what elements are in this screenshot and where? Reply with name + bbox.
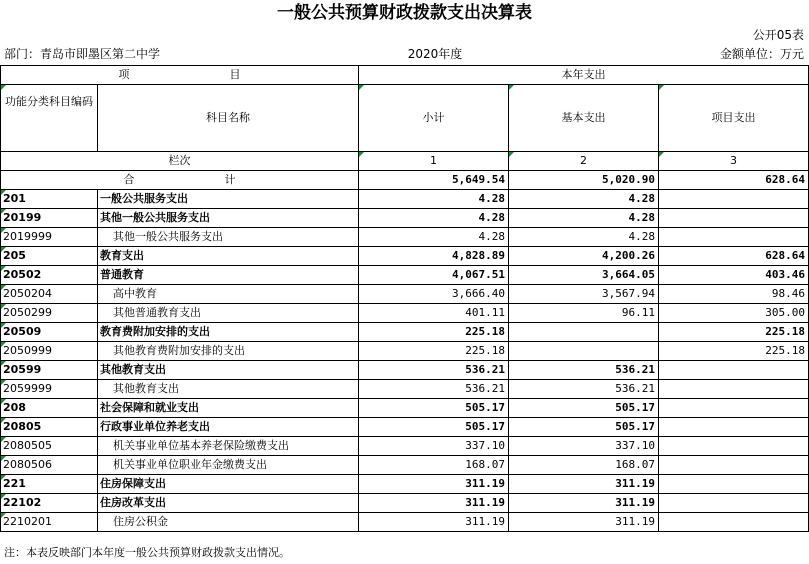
row-basic: 168.07: [509, 456, 659, 475]
row-project: 225.18: [659, 342, 809, 361]
amount-unit: 金额单位：万元: [719, 47, 804, 61]
row-code: 2019999: [1, 228, 98, 247]
table-row: [1, 513, 809, 532]
column-index-1: 1: [359, 152, 509, 171]
row-subtotal: 311.19: [359, 513, 509, 532]
table-row: [1, 247, 809, 266]
row-subtotal: 168.07: [359, 456, 509, 475]
row-project: [659, 494, 809, 513]
row-project: [659, 513, 809, 532]
row-code: 20805: [1, 418, 98, 437]
row-name: 教育支出: [98, 247, 359, 266]
table-row: [1, 380, 809, 399]
row-subtotal: 505.17: [359, 399, 509, 418]
row-name: 住房保障支出: [98, 475, 359, 494]
row-basic: 311.19: [509, 475, 659, 494]
header-row-2: [1, 85, 809, 152]
row-subtotal: 4,067.51: [359, 266, 509, 285]
current-expense-header: 本年支出: [359, 66, 809, 85]
column-index-label: 栏次: [1, 152, 359, 171]
row-subtotal: 311.19: [359, 475, 509, 494]
row-subtotal: 4.28: [359, 228, 509, 247]
row-project: 628.64: [659, 247, 809, 266]
table-row: [1, 228, 809, 247]
table-row: [1, 304, 809, 323]
row-basic: 505.17: [509, 399, 659, 418]
row-basic: 4.28: [509, 190, 659, 209]
row-name: 机关事业单位基本养老保险缴费支出: [98, 437, 359, 456]
row-name: 其他教育费附加安排的支出: [98, 342, 359, 361]
row-basic: 536.21: [509, 380, 659, 399]
item-header-left: 项: [118, 68, 130, 81]
row-code: 22102: [1, 494, 98, 513]
row-project: [659, 190, 809, 209]
row-name: 普通教育: [98, 266, 359, 285]
total-project: 628.64: [659, 171, 809, 190]
column-index-row: [1, 152, 809, 171]
row-project: [659, 437, 809, 456]
code-header: 功能分类科目编码: [1, 85, 98, 152]
row-subtotal: 311.19: [359, 494, 509, 513]
row-code: 20509: [1, 323, 98, 342]
row-code: 208: [1, 399, 98, 418]
row-project: [659, 209, 809, 228]
table-row: [1, 418, 809, 437]
row-name: 其他教育支出: [98, 361, 359, 380]
row-basic: 4,200.26: [509, 247, 659, 266]
row-basic: 4.28: [509, 209, 659, 228]
row-code: 2080506: [1, 456, 98, 475]
row-code: 2210201: [1, 513, 98, 532]
row-name: 高中教育: [98, 285, 359, 304]
row-name: 教育费附加安排的支出: [98, 323, 359, 342]
row-project: [659, 228, 809, 247]
row-project: [659, 475, 809, 494]
row-basic: 505.17: [509, 418, 659, 437]
table-row: [1, 266, 809, 285]
row-subtotal: 401.11: [359, 304, 509, 323]
row-name: 机关事业单位职业年金缴费支出: [98, 456, 359, 475]
row-subtotal: 4.28: [359, 209, 509, 228]
row-subtotal: 536.21: [359, 361, 509, 380]
table-row: [1, 456, 809, 475]
form-number: 公开05表: [752, 28, 804, 42]
column-index-3: 3: [659, 152, 809, 171]
subtotal-header: 小计: [359, 85, 509, 152]
column-index-2: 2: [509, 152, 659, 171]
table-row: [1, 323, 809, 342]
row-basic: 337.10: [509, 437, 659, 456]
row-name: 其他一般公共服务支出: [98, 228, 359, 247]
table-row: [1, 342, 809, 361]
footnote: 注：本表反映部门本年度一般公共预算财政拨款支出情况。: [4, 546, 290, 559]
total-label-left: 合: [123, 173, 135, 186]
row-project: 98.46: [659, 285, 809, 304]
basic-header: 基本支出: [509, 85, 659, 152]
department-label: 部门：青岛市即墨区第二中学: [4, 47, 161, 61]
row-name: 行政事业单位养老支出: [98, 418, 359, 437]
row-subtotal: 505.17: [359, 418, 509, 437]
row-subtotal: 337.10: [359, 437, 509, 456]
row-project: 225.18: [659, 323, 809, 342]
project-header: 项目支出: [659, 85, 809, 152]
row-name: 其他普通教育支出: [98, 304, 359, 323]
row-subtotal: 225.18: [359, 323, 509, 342]
row-subtotal: 4,828.89: [359, 247, 509, 266]
row-code: 201: [1, 190, 98, 209]
expenditure-table: [0, 65, 809, 532]
row-name: 其他教育支出: [98, 380, 359, 399]
row-code: 205: [1, 247, 98, 266]
table-row: [1, 437, 809, 456]
table-row: [1, 361, 809, 380]
row-code: 2080505: [1, 437, 98, 456]
row-code: 20599: [1, 361, 98, 380]
fiscal-year: 2020年度: [407, 47, 463, 61]
row-subtotal: 536.21: [359, 380, 509, 399]
row-code: 221: [1, 475, 98, 494]
table-row: [1, 209, 809, 228]
row-project: 305.00: [659, 304, 809, 323]
row-basic: 4.28: [509, 228, 659, 247]
row-name: 一般公共服务支出: [98, 190, 359, 209]
row-basic: 3,664.05: [509, 266, 659, 285]
table-row: [1, 399, 809, 418]
total-label-right: 计: [224, 173, 236, 186]
row-project: [659, 456, 809, 475]
row-name: 住房改革支出: [98, 494, 359, 513]
total-subtotal: 5,649.54: [359, 171, 509, 190]
row-basic: 96.11: [509, 304, 659, 323]
item-header: [1, 66, 359, 85]
row-basic: 536.21: [509, 361, 659, 380]
row-code: 20502: [1, 266, 98, 285]
header-row-1: [1, 66, 809, 85]
item-header-right: 目: [229, 68, 241, 81]
row-subtotal: 3,666.40: [359, 285, 509, 304]
row-project: [659, 380, 809, 399]
report-title: 一般公共预算财政拨款支出决算表: [277, 3, 532, 23]
row-code: 2050999: [1, 342, 98, 361]
total-basic: 5,020.90: [509, 171, 659, 190]
row-project: [659, 361, 809, 380]
row-code: 20199: [1, 209, 98, 228]
row-basic: 311.19: [509, 494, 659, 513]
row-code: 2059999: [1, 380, 98, 399]
row-subtotal: 4.28: [359, 190, 509, 209]
row-project: [659, 418, 809, 437]
row-code: 2050204: [1, 285, 98, 304]
row-code: 2050299: [1, 304, 98, 323]
row-project: [659, 399, 809, 418]
table-row: [1, 494, 809, 513]
row-subtotal: 225.18: [359, 342, 509, 361]
row-name: 社会保障和就业支出: [98, 399, 359, 418]
table-row: [1, 475, 809, 494]
table-row: [1, 285, 809, 304]
total-label: [1, 171, 359, 190]
total-row: [1, 171, 809, 190]
row-basic: [509, 323, 659, 342]
row-project: 403.46: [659, 266, 809, 285]
row-name: 其他一般公共服务支出: [98, 209, 359, 228]
row-basic: 311.19: [509, 513, 659, 532]
row-name: 住房公积金: [98, 513, 359, 532]
name-header: 科目名称: [98, 85, 359, 152]
row-basic: [509, 342, 659, 361]
table-row: [1, 190, 809, 209]
row-basic: 3,567.94: [509, 285, 659, 304]
